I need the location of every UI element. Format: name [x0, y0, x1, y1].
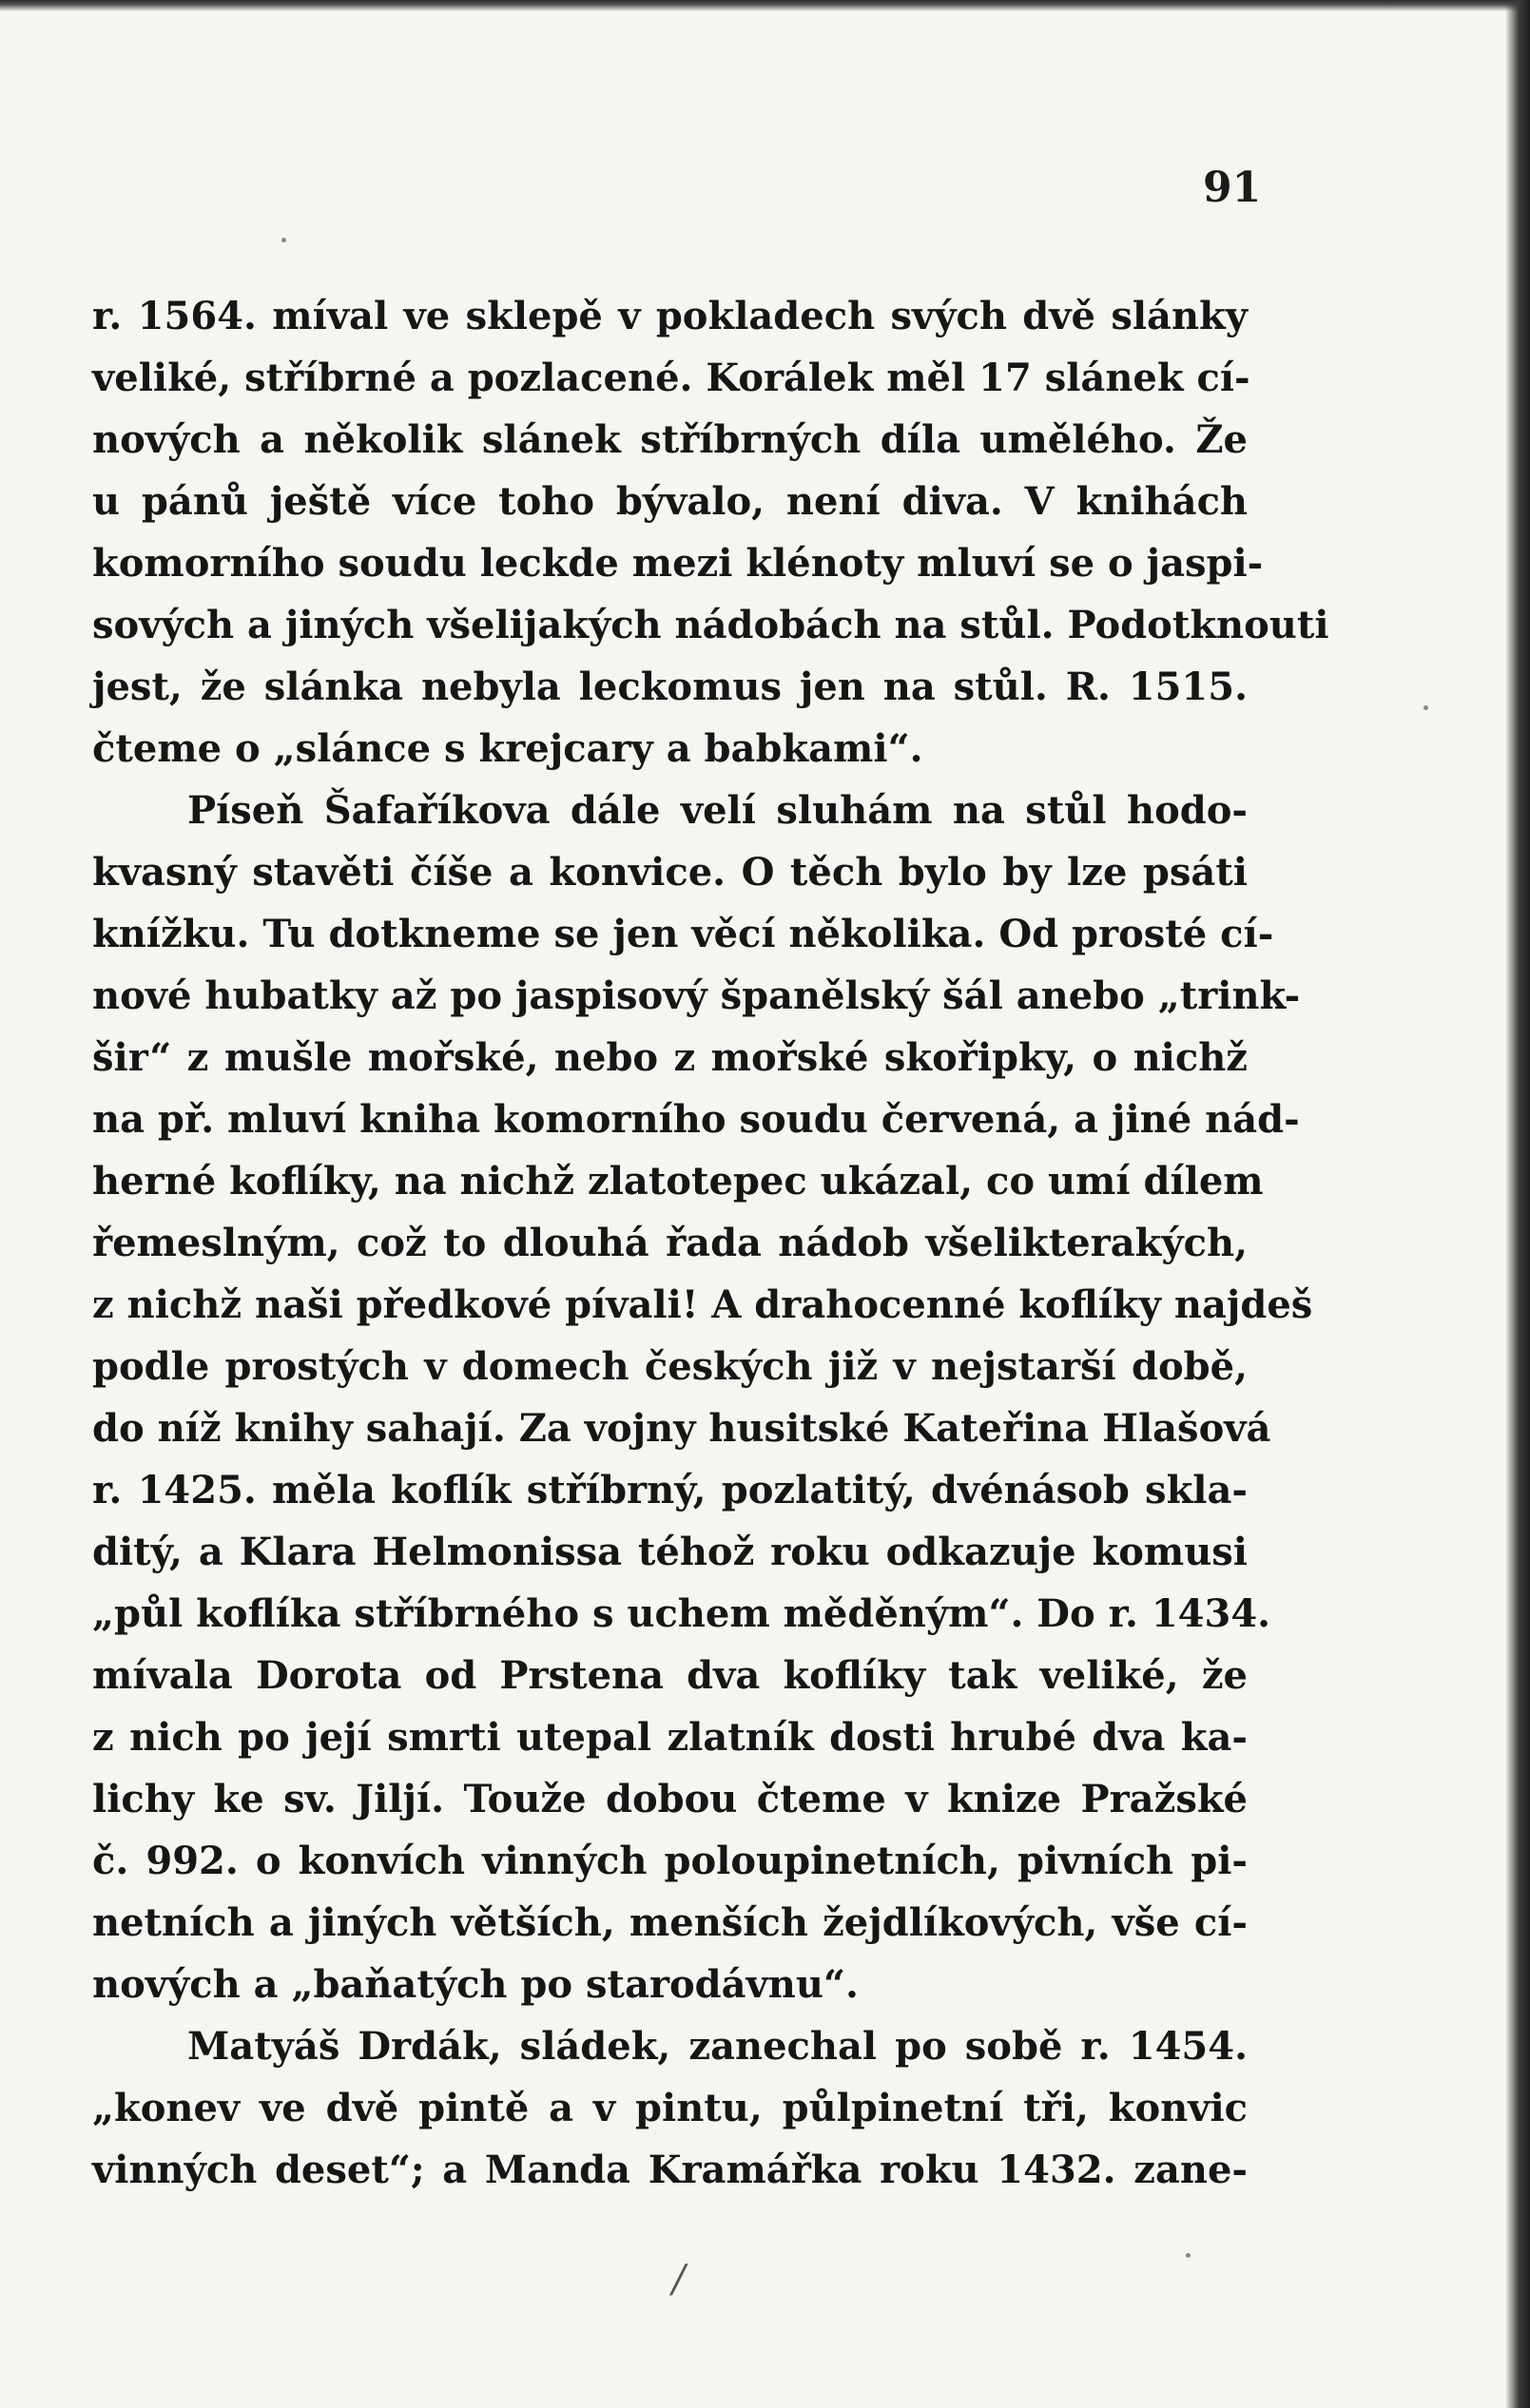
text-line: na př. mluví kniha komorního soudu červená, a jiné nád-: [92, 1097, 1300, 1142]
text-line: podle prostých v domech českých již v nejstarší době,: [92, 1344, 1248, 1389]
text-line: knížku. Tu dotkneme se jen věcí několika. Od prosté cí-: [92, 912, 1274, 956]
text-line: čteme o „slánce s krejcary a babkami“.: [92, 726, 923, 771]
text-line: „konev ve dvě pintě a v pintu, půlpinetní tři, konvic: [92, 2086, 1248, 2130]
text-line: Matyáš Drdák, sládek, zanechal po sobě r. 1454.: [187, 2024, 1248, 2069]
page-number: 91: [1203, 164, 1262, 212]
speck-mark: [1186, 2253, 1191, 2258]
text-line: kvasný stavěti číše a konvice. O těch bylo by lze psáti: [92, 850, 1248, 895]
text-line: řemeslným, což to dlouhá řada nádob všelikterakých,: [92, 1221, 1248, 1265]
text-line: do níž knihy sahají. Za vojny husitské Kateřina Hlašová: [92, 1406, 1271, 1451]
text-line: r. 1564. míval ve sklepě v pokladech svých dvě slánky: [92, 294, 1248, 338]
text-line: šir“ z mušle mořské, nebo z mořské skořipky, o nichž: [92, 1035, 1248, 1080]
text-line: ditý, a Klara Helmonissa téhož roku odkazuje komusi: [92, 1530, 1248, 1574]
text-line: mívala Dorota od Prstena dva koflíky tak veliké, že: [92, 1653, 1248, 1698]
text-line: r. 1425. měla koflík stříbrný, pozlatitý, dvénásob skla-: [92, 1468, 1248, 1512]
text-line: nových a „baňatých po starodávnu“.: [92, 1962, 859, 2007]
text-line: herné koflíky, na nichž zlatotepec ukázal, co umí dílem: [92, 1159, 1264, 1204]
text-line: lichy ke sv. Jiljí. Touže dobou čteme v knize Pražské: [92, 1777, 1248, 1821]
speck-mark: [1423, 705, 1428, 710]
text-line: komorního soudu leckde mezi klénoty mluví se o jaspi-: [92, 541, 1264, 586]
text-line: Píseň Šafaříkova dále velí sluhám na stůl hodo-: [187, 788, 1248, 833]
body-text: [92, 285, 1329, 2201]
text-line: jest, že slánka nebyla leckomus jen na stůl. R. 1515.: [92, 665, 1248, 709]
text-line: veliké, stříbrné a pozlacené. Korálek měl 17 slánek cí-: [92, 356, 1250, 400]
scan-right-edge: [1505, 0, 1530, 2408]
speck-mark: [281, 238, 286, 242]
text-line: nových a několik slánek stříbrných díla umělého. Že: [92, 417, 1248, 462]
scan-top-edge: [0, 0, 1530, 11]
text-line: vinných deset“; a Manda Kramářka roku 1432. zane-: [92, 2148, 1248, 2192]
text-line: nové hubatky až po jaspisový španělský šál anebo „trink-: [92, 973, 1301, 1018]
text-line: z nichž naši předkové pívali! A drahocenné koflíky najdeš: [92, 1282, 1313, 1327]
text-line: „půl koflíka stříbrného s uchem měděným“. Do r. 1434.: [92, 1591, 1271, 1636]
text-line: u pánů ještě více toho bývalo, není diva. V knihách: [92, 479, 1248, 524]
text-line: netních a jiných větších, menších žejdlíkových, vše cí-: [92, 1900, 1248, 1945]
text-line: sových a jiných všelijakých nádobách na stůl. Podotknouti: [92, 603, 1329, 647]
text-line: č. 992. o konvích vinných poloupinetních, pivních pi-: [92, 1839, 1248, 1883]
text-line: z nich po její smrti utepal zlatník dosti hrubé dva ka-: [92, 1715, 1248, 1760]
stray-pencil-mark: /: [672, 2258, 686, 2302]
